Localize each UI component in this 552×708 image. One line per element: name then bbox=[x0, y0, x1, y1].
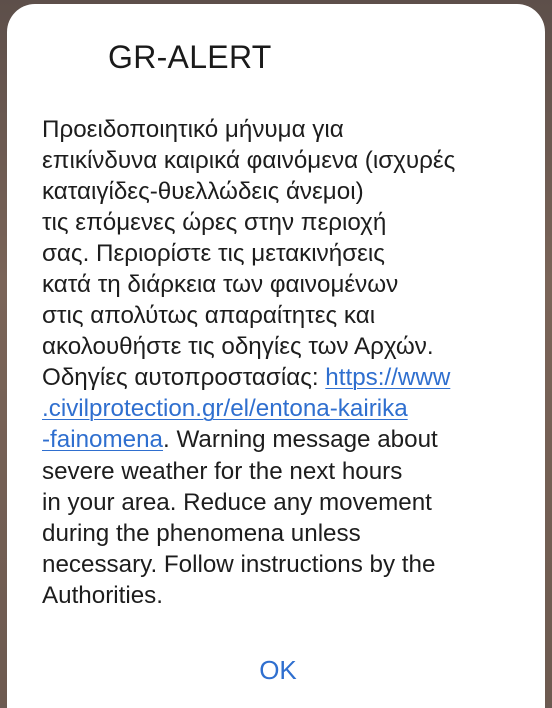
civil-protection-link[interactable]: https://www .civilprotection.gr/el/entona-kairika -fainomena bbox=[42, 364, 451, 454]
message-greek-text: Προειδοποιητικό μήνυμα για επικίνδυνα καιρικά φαινόμενα (ισχυρές καταιγίδες-θυελλώδεις άνεμοι) τις επόμενες ώρες στην περιοχή σας. Περιορίστε τις μετακινήσεις κατά τη διάρκεια των φαινομένων στις απολύτως απαραίτητες και ακολουθήστε τις οδηγίες των Αρχών. Οδηγίες αυτοπροστασίας: bbox=[42, 116, 456, 392]
alert-title: GR-ALERT bbox=[108, 39, 272, 75]
message-english-text: . Warning message about severe weather for the next hours in your area. Reduce any movement during the phenomena unless necessary. Follow instructions by the Authorities. bbox=[42, 426, 438, 609]
alert-dialog bbox=[7, 4, 545, 708]
alert-message bbox=[42, 114, 522, 611]
ok-button[interactable]: OK bbox=[233, 645, 323, 695]
